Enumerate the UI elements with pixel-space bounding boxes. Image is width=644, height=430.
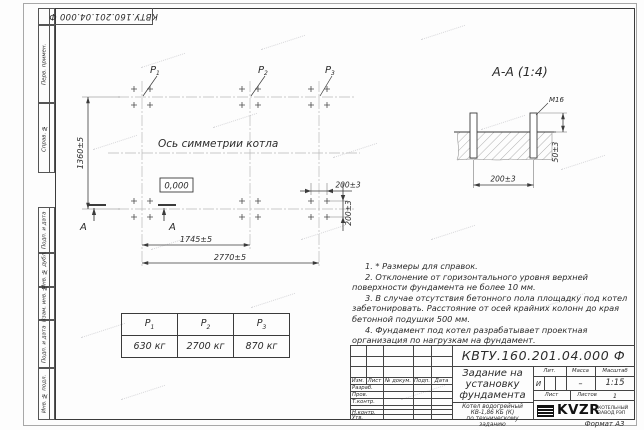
rev-header-podp: Подп. [413, 378, 431, 384]
side-cell-inv-podl [38, 368, 55, 420]
side-label: Справ. № [41, 124, 48, 152]
notes-block [352, 261, 633, 346]
load-header-p1: $Р_1$ [122, 314, 178, 336]
kvzr-logo-caption: КОТЕЛЬНЫЙ ЗАВОД РЭП [598, 406, 629, 416]
sheet-label: Лист [544, 392, 559, 398]
rev-header-docum: № докум. [384, 378, 412, 384]
side-label: Перв. примен. [41, 43, 48, 85]
load-leaders [143, 76, 332, 96]
dimension-lines [88, 97, 352, 263]
plan-view [60, 55, 400, 275]
note-2: 2. Отклонение от горизонтального уровня верхней поверхности фундамента не более 10 мм. [352, 271, 588, 293]
side-cell-sprav-no [38, 103, 55, 173]
sign-razrab: Разраб. [352, 385, 373, 391]
load-header-p2: $Р_2$ [178, 314, 234, 336]
side-cell-inv-dubl [38, 253, 55, 287]
side-label: Взам. инв. № [41, 284, 48, 323]
doc-number-rotated-box [49, 8, 158, 25]
note-4: 4. Фундамент под котел разрабатывает проектная организация по нагрузкам на фундамент. [352, 324, 588, 346]
load-value-p2: 2700 кг [178, 336, 234, 358]
load-label-p3: $Р_3$ [325, 65, 335, 77]
rev-header-list: Лист [367, 378, 382, 384]
sheets-label: Листов [577, 392, 597, 398]
side-cell-podp-data-1 [38, 207, 55, 253]
sign-nkontr: Н.контр. [352, 409, 376, 416]
side-label: Инв. № подл. [41, 374, 48, 414]
lit-header: Лит. [543, 368, 556, 374]
dim-1360: 1360±5 [76, 136, 85, 170]
axis-of-symmetry-label: Ось симметрии котла [158, 138, 279, 150]
sign-utv: Утв. [352, 414, 364, 421]
scale-header: Масштаб [602, 368, 628, 374]
kvzr-logo-text: KVZR [557, 402, 601, 418]
mass-value: – [578, 378, 583, 388]
product-name: Котел водогрейный КВ-1,86 КБ (К) по техническому заданию [462, 403, 523, 429]
mass-header: Масса [572, 368, 589, 374]
sign-prov: Пров. [352, 392, 368, 398]
elevation-value: 0,000 [164, 181, 189, 192]
title-block-doc-number: КВТУ.160.201.04.000 Ф [461, 348, 626, 363]
side-cell-podp-data-2 [38, 320, 55, 368]
side-label: Подп. и дата [41, 325, 48, 363]
section-letter-right: А [169, 222, 176, 233]
section-letter-left: А [80, 222, 87, 233]
dim-200-x: 200±3 [335, 180, 361, 190]
load-value-p1: 630 кг [122, 336, 178, 358]
dim-50: 50±3 [551, 141, 560, 163]
section-view [430, 60, 640, 200]
lit-value: И [535, 379, 542, 388]
side-label: Подп. и дата [41, 211, 48, 249]
note-3: 3. В случае отсутствия бетонного пола площадку под котел забетонировать. Расстояние от осей крайних колонн до края бетонной подушки 500 мм. [352, 292, 628, 324]
section-title: А-А (1:4) [492, 64, 548, 79]
kvzr-logo-icon [537, 405, 554, 417]
dim-1745: 1745±5 [179, 235, 213, 244]
dim-2770: 2770±5 [213, 253, 247, 262]
rev-header-data: Дата [434, 378, 449, 384]
anchor-bolt-left [470, 113, 477, 158]
load-label-p1: $Р_1$ [150, 65, 160, 77]
table-row [122, 336, 290, 358]
side-cell-perv-primen [38, 25, 55, 103]
loads-table [121, 313, 290, 358]
sign-tkontr: Т.контр. [352, 399, 375, 405]
thread-label: М16 [549, 96, 564, 104]
section-cut-marks [88, 205, 176, 221]
load-header-p3: $Р_3$ [234, 314, 290, 336]
dim-200: 200±3 [490, 174, 516, 184]
side-label: Инв. № дубл. [41, 251, 48, 289]
anchor-bolt-right [530, 113, 537, 158]
side-cell-vzam-inv [38, 284, 55, 323]
doc-number-rotated: КВТУ.160.201.04.000 Ф [49, 11, 158, 21]
sheets-value: 1 [612, 391, 618, 400]
load-value-p3: 870 кг [234, 336, 290, 358]
note-1: 1. * Размеры для справок. [365, 261, 478, 271]
scale-value: 1:15 [605, 378, 625, 388]
dim-200-y: 200±3 [344, 200, 353, 226]
format-label: Формат А3 [584, 420, 625, 428]
drawing-title: Задание на установку фундамента [459, 367, 526, 401]
table-row [122, 314, 290, 336]
rev-header-izm: Изм. [351, 378, 365, 384]
load-label-p2: $Р_2$ [258, 65, 268, 77]
extension-lines [82, 97, 348, 217]
plan-centerlines [108, 81, 360, 268]
